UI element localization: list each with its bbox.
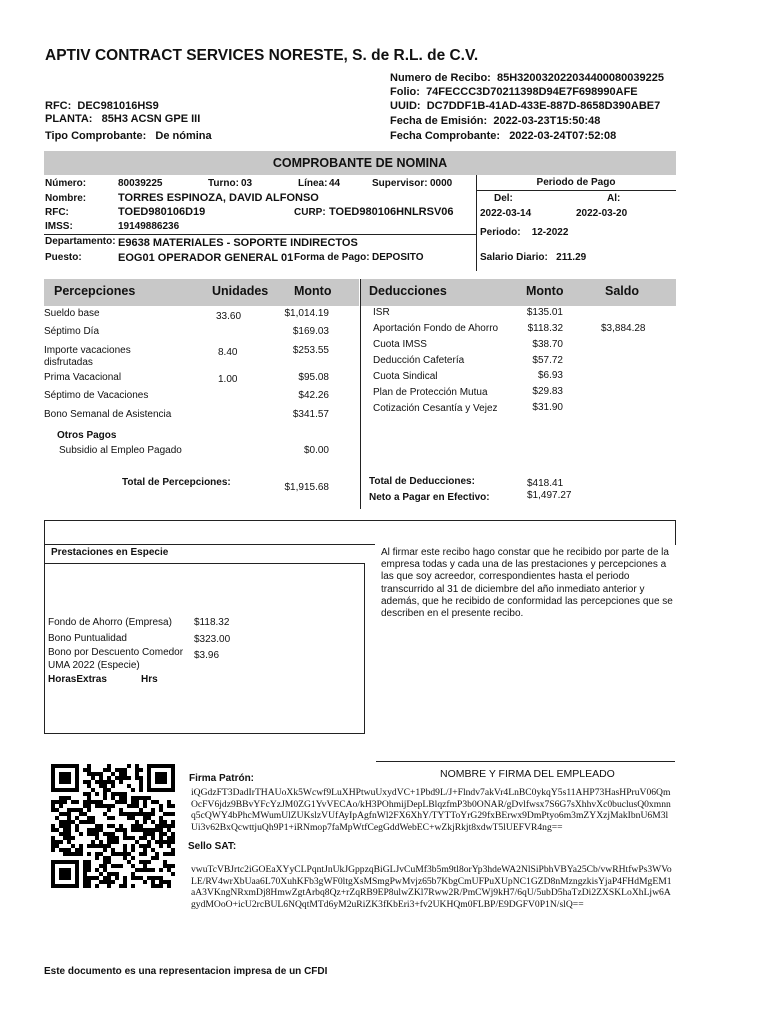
deduccion-3-monto: $57.72	[532, 355, 563, 366]
emision-label: Fecha de Emisión:	[390, 115, 488, 127]
prestacion-2-concepto-line2: UMA 2022 (Especie)	[48, 660, 140, 671]
otros-pagos-title: Otros Pagos	[57, 430, 117, 441]
percepciones-col-monto: Monto	[294, 284, 332, 298]
total-deducciones-value: $418.41	[527, 478, 564, 489]
percepcion-3-concepto: Prima Vacacional	[44, 372, 122, 383]
curp-label: CURP:	[294, 207, 326, 218]
firma-empleado-label: NOMBRE Y FIRMA DEL EMPLEADO	[440, 768, 615, 780]
deduccion-5-concepto: Plan de Protección Mutua	[373, 387, 488, 398]
numero-value: 80039225	[118, 178, 163, 189]
deduccion-1-monto: $118.32	[527, 323, 563, 334]
emp-rfc-value: TOED980106D19	[118, 206, 206, 218]
forma-pago-label: Forma de Pago:	[294, 252, 370, 263]
header-comprobante	[390, 130, 616, 142]
periodo-del-label: Del:	[494, 193, 513, 204]
total-percepciones-value: $1,915.68	[284, 482, 329, 493]
header-planta	[45, 113, 200, 125]
deducciones-header	[361, 279, 676, 306]
percepcion-2-monto: $253.55	[292, 345, 329, 356]
deduccion-5-monto: $29.83	[532, 386, 563, 397]
percepcion-5-concepto: Bono Semanal de Asistencia	[44, 409, 172, 420]
header-emision	[390, 115, 600, 127]
percepcion-4-concepto: Séptimo de Vacaciones	[44, 390, 149, 401]
prestaciones-title: Prestaciones en Especie	[51, 547, 169, 558]
uuid-label: UUID:	[390, 100, 421, 112]
percepcion-3-unidades: 1.00	[218, 374, 238, 385]
numero-label: Número:	[45, 178, 87, 189]
deducciones-col-saldo: Saldo	[605, 284, 640, 298]
firma-patron-label: Firma Patrón:	[189, 773, 255, 784]
prestacion-2-concepto: Bono por Descuento Comedor	[48, 647, 184, 658]
linea-label: Línea:	[298, 178, 328, 189]
neto-pagar-label: Neto a Pagar en Efectivo:	[369, 492, 490, 503]
percepciones-col-concepto: Percepciones	[54, 284, 136, 298]
deduccion-6-concepto: Cotización Cesantía y Vejez	[373, 403, 498, 414]
percepcion-1-monto: $169.03	[292, 326, 329, 337]
deduccion-0-monto: $135.01	[526, 307, 563, 318]
prestacion-1-monto: $323.00	[194, 634, 231, 645]
percepcion-3-monto: $95.08	[298, 372, 329, 383]
curp-value: TOED980106HNLRSV06	[329, 206, 454, 218]
recibo-value: 85H320032022034400080039225	[496, 72, 664, 84]
deduccion-2-monto: $38.70	[532, 339, 563, 350]
supervisor-label: Supervisor:	[372, 178, 428, 189]
header-rfc	[45, 100, 159, 112]
periodo-al-value: 2022-03-20	[576, 208, 628, 219]
percepciones-col-unidades: Unidades	[212, 284, 269, 298]
imss-value: 19149886236	[118, 221, 180, 232]
deducciones-col-monto: Monto	[526, 284, 564, 298]
horas-extras-unit: Hrs	[141, 674, 158, 685]
emp-rfc-label: RFC:	[45, 207, 69, 218]
percepciones-header	[44, 279, 359, 306]
qr-code	[51, 764, 175, 888]
puesto-value: EOG01 OPERADOR GENERAL 01	[118, 252, 294, 264]
declaracion-text: Al firmar este recibo hago constar que he recibido por parte de la empresa todas y cada una de las prestaciones y percepciones a las que soy acreedor, correspondientes hasta el periodo transcurrido al 31 de diciembre del año inmediato anterior y además, que he recibido de conformidad las percepciones que se describen en el presente recibo.	[381, 547, 673, 620]
salario-diario	[480, 252, 586, 263]
percepcion-5-monto: $341.57	[292, 409, 329, 420]
percepcion-0-unidades: 33.60	[216, 311, 242, 322]
percepcion-1-concepto: Séptimo Día	[44, 326, 100, 337]
deduccion-2-concepto: Cuota IMSS	[373, 339, 427, 350]
prestacion-0-monto: $118.32	[194, 617, 230, 628]
rfc-value: DEC981016HS9	[77, 100, 159, 112]
supervisor-value: 0000	[430, 178, 453, 189]
total-percepciones-label: Total de Percepciones:	[122, 477, 231, 488]
section-title: COMPROBANTE DE NOMINA	[44, 151, 676, 175]
periodo-num-label: Periodo:	[480, 227, 521, 238]
otros-pagos-0-monto: $0.00	[303, 445, 329, 456]
recibo-label: Numero de Recibo:	[390, 72, 491, 84]
depto-value: E9638 MATERIALES - SOPORTE INDIRECTOS	[118, 237, 358, 249]
folio-value: 74FECCC3D70211398D94E7F698990AFE	[426, 86, 638, 98]
firma-patron-value: iQGdzFT3DadIrTHAUoXk5Wcwf9LuXHPtwuUxydVC+1Pbd9L/J+Flndv7akVr4LnBC0ykqY5s11AHP73HasHPruV06QmOcFV6jdz9BBvYFcYzJM0ZG1YvVECAo/kH3POhmijDepLBlqzfmP3b0ONAR/gDvlfwsx7S6G7sXhhvXc0buclusQ0xmnnq5cQWY4bPhcMWumUlZUKslzVUfAyIpAgfnWl2FX6XhY/TYTToYrG29fxBErwx9DmPtyo6m3mZYXzjMakIbnU6M3lUi3v62BxQcwttjuQh9P1+iRNmop7faMpWtfCegGddWebEC+wZkjRkjt8xdwT5lUEFVR4ng==	[191, 787, 671, 833]
planta-label: PLANTA:	[45, 113, 93, 125]
percepcion-2-unidades: 8.40	[218, 347, 238, 358]
header-uuid	[390, 100, 660, 112]
turno-label: Turno:	[208, 178, 239, 189]
comprobante-value: 2022-03-24T07:52:08	[509, 130, 617, 142]
company-name: APTIV CONTRACT SERVICES NORESTE, S. de R.L. de C.V.	[45, 47, 479, 64]
periodo-num-value: 12-2022	[531, 227, 569, 238]
deducciones-col-concepto: Deducciones	[369, 284, 447, 298]
tipo-value: De nómina	[155, 130, 212, 142]
neto-pagar-value: $1,497.27	[527, 490, 572, 501]
prestacion-2-monto: $3.96	[194, 650, 220, 661]
header-recibo	[390, 72, 664, 84]
planta-value: 85H3 ACSN GPE III	[101, 113, 201, 125]
folio-label: Folio:	[390, 86, 420, 98]
otros-pagos-0-concepto: Subsidio al Empleo Pagado	[59, 445, 182, 456]
depto-label: Departamento:	[45, 236, 116, 247]
rfc-label: RFC:	[45, 100, 72, 112]
deduccion-1-concepto: Aportación Fondo de Ahorro	[373, 323, 499, 334]
deduccion-6-monto: $31.90	[532, 402, 563, 413]
salario-value: 211.29	[556, 252, 587, 263]
turno-value: 03	[241, 178, 253, 189]
forma-pago-value: DEPOSITO	[372, 252, 424, 263]
nombre-value: TORRES ESPINOZA, DAVID ALFONSO	[118, 192, 319, 204]
percepcion-2-concepto-line2: disfrutadas	[44, 357, 93, 368]
deduccion-3-concepto: Deducción Cafetería	[373, 355, 465, 366]
periodo-del-value: 2022-03-14	[480, 208, 532, 219]
header-folio	[390, 86, 638, 98]
deduccion-4-monto: $6.93	[537, 370, 563, 381]
nombre-label: Nombre:	[45, 193, 87, 204]
linea-value: 44	[329, 178, 341, 189]
prestacion-1-concepto: Bono Puntualidad	[48, 633, 127, 644]
percepcion-2-concepto: Importe vacaciones	[44, 345, 131, 356]
uuid-value: DC7DDF1B-41AD-433E-887D-8658D390ABE7	[426, 100, 661, 112]
footer-note: Este documento es una representacion impresa de un CFDI	[44, 966, 328, 977]
header-tipo	[45, 130, 212, 142]
deduccion-4-concepto: Cuota Sindical	[373, 371, 438, 382]
total-deducciones-label: Total de Deducciones:	[369, 476, 475, 487]
puesto-label: Puesto:	[45, 252, 82, 263]
sello-sat-label: Sello SAT:	[188, 841, 237, 852]
tipo-label: Tipo Comprobante:	[45, 130, 147, 142]
horas-extras-label: HorasExtras	[48, 674, 107, 685]
salario-label: Salario Diario:	[480, 252, 548, 263]
comprobante-label: Fecha Comprobante:	[390, 130, 501, 142]
periodo-al-label: Al:	[607, 193, 621, 204]
percepcion-0-monto: $1,014.19	[284, 308, 329, 319]
periodo-title: Periodo de Pago	[536, 177, 616, 188]
sello-sat-value: vwuTcVBJrtc2iGOEaXYyCLPqntJnUkJGppzqBiGLJvCuMf3b5m9tl8orYp3hdeWA2NlSiPbhVBYa25Cb/vwRHtfwPs3WVoLE/RV4wrXbUaa6L70XuhKFb3gWF0ltgXsMSmgPwMvjz65b7KbgCmUFPuXUpNC1GZD8nMzngzkisYjaP4FHdMgEM1aA3VKngNRxmDj8HmwZgtArbq8Qz+rZqRB9EP8ulwZKl7Rww2R/PmCWj9kH7/6qU/5ubD5haTzDi2ZXSKLoXhLjw6AgydMOoO+icU2rcBUL6NQqtMTd6yM2uRiZK3fKbEri3+fv2UKHQm0FLBP/E9DGFV0P1N/slQ==	[191, 864, 672, 910]
percepcion-0-concepto: Sueldo base	[44, 308, 100, 319]
imss-label: IMSS:	[45, 221, 73, 232]
emision-value: 2022-03-23T15:50:48	[493, 115, 601, 127]
deduccion-0-concepto: ISR	[373, 307, 390, 318]
prestacion-0-concepto: Fondo de Ahorro (Empresa)	[48, 617, 172, 628]
percepcion-4-monto: $42.26	[298, 390, 329, 401]
periodo-label	[480, 227, 568, 238]
deduccion-1-saldo: $3,884.28	[601, 323, 646, 334]
